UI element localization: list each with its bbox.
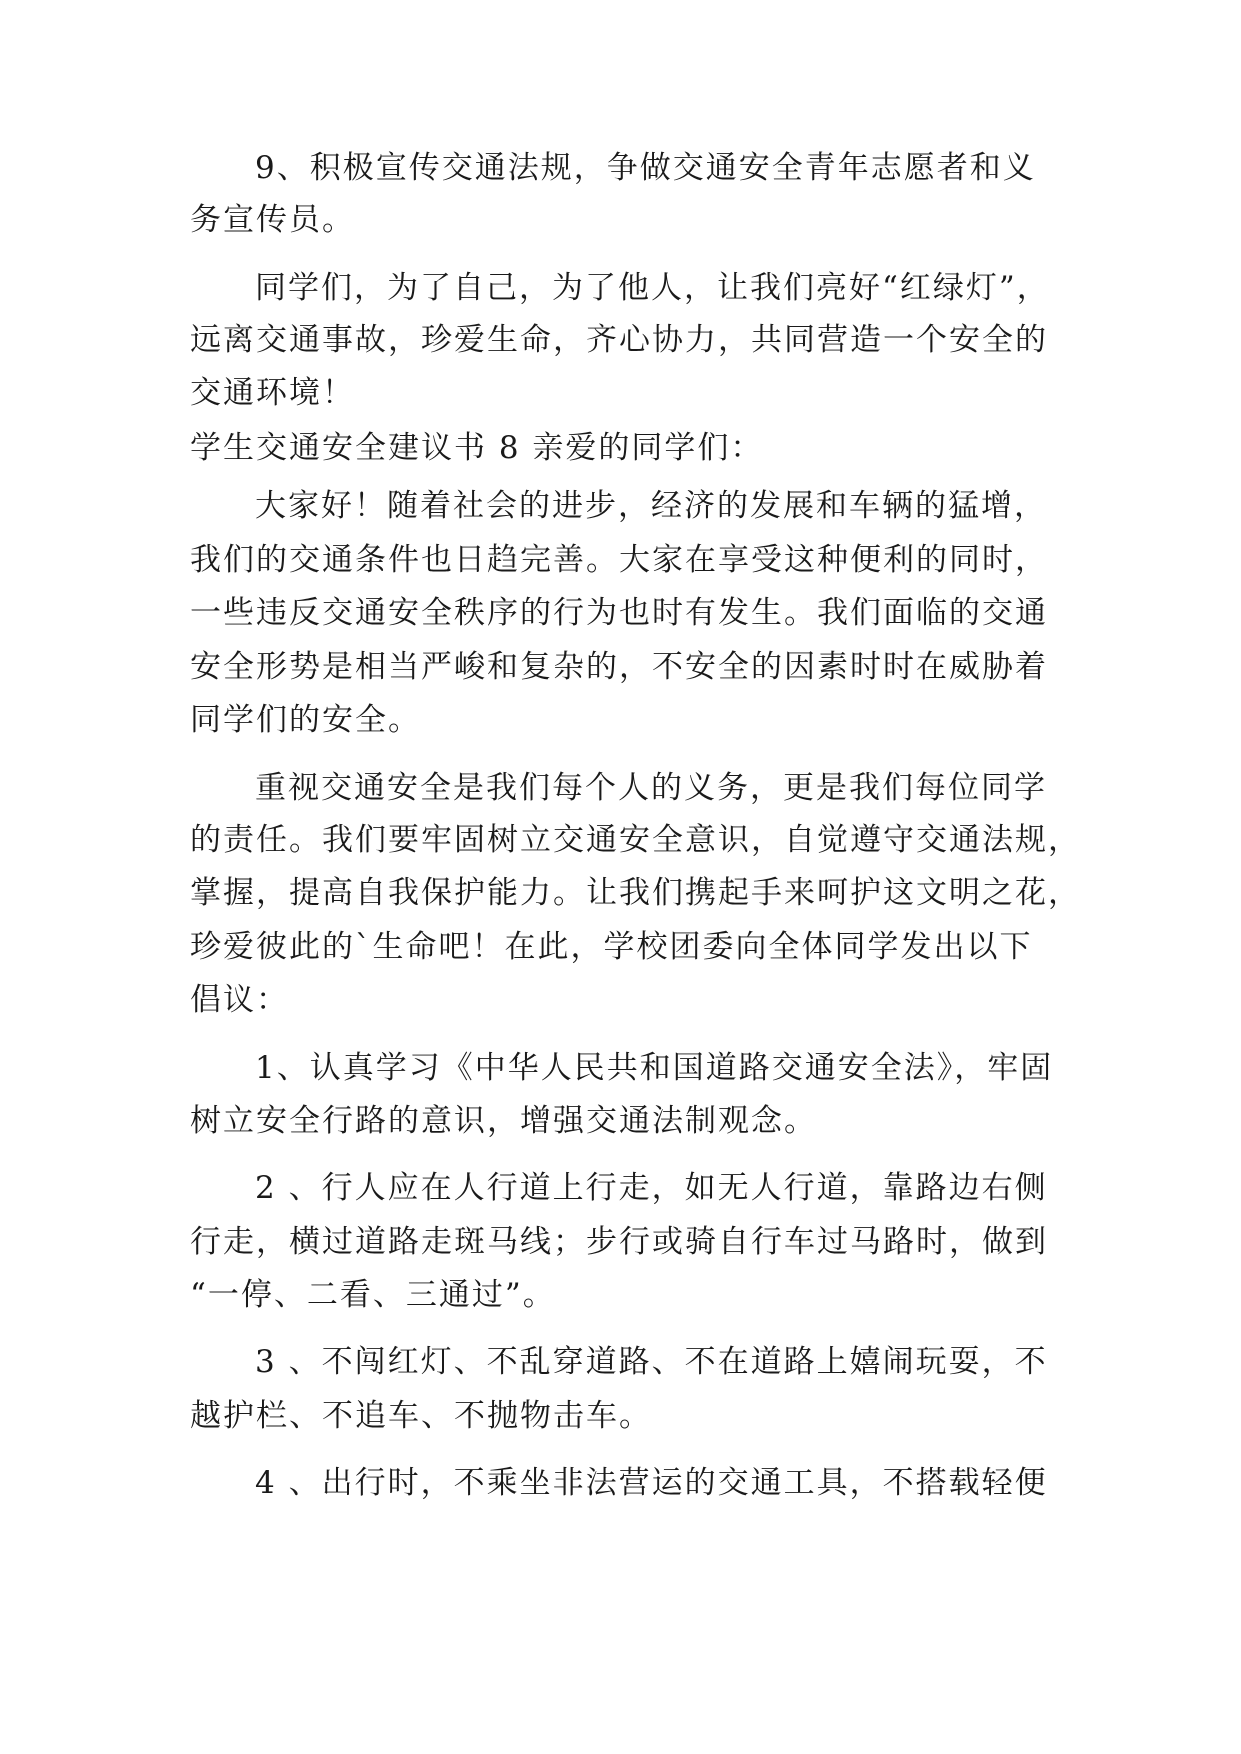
text-line: 远离交通事故，珍爱生命，齐心协力，共同营造一个安全的 — [190, 322, 1048, 358]
list-item: 3 、不闯红灯、不乱穿道路、不在道路上嬉闹玩耍，不 — [255, 1344, 1048, 1380]
text-line: 安全形势是相当严峻和复杂的，不安全的因素时时在威胁着 — [190, 649, 1048, 685]
text-line: 一些违反交通安全秩序的行为也时有发生。我们面临的交通 — [190, 595, 1048, 631]
list-item: 1、认真学习《中华人民共和国道路交通安全法》，牢固 — [255, 1050, 1054, 1086]
text-line: 大家好！随着社会的进步，经济的发展和车辆的猛增， — [255, 488, 1047, 524]
text-line: 越护栏、不追车、不抛物击车。 — [190, 1398, 652, 1434]
text-line: 9、积极宣传交通法规，争做交通安全青年志愿者和义 — [255, 150, 1036, 186]
text-line: “一停、二看、三通过”。 — [190, 1277, 556, 1313]
list-item: 4 、出行时，不乘坐非法营运的交通工具，不搭载轻便 — [255, 1465, 1048, 1501]
text-line: 我们的交通条件也日趋完善。大家在享受这种便利的同时， — [190, 542, 1048, 578]
list-item: 2 、行人应在人行道上行走，如无人行道，靠路边右侧 — [255, 1170, 1048, 1206]
text-line: 同学们的安全。 — [190, 702, 421, 738]
text-line: 树立安全行路的意识，增强交通法制观念。 — [190, 1103, 817, 1139]
text-line: 倡议： — [190, 982, 289, 1018]
text-line: 掌握，提高自我保护能力。让我们携起手来呵护这文明之花， — [190, 875, 1081, 911]
text-line: 行走，横过道路走斑马线；步行或骑自行车过马路时，做到 — [190, 1224, 1048, 1260]
text-line: 同学们，为了自己，为了他人，让我们亮好“红绿灯”， — [255, 270, 1050, 306]
section-heading: 学生交通安全建议书 8 亲爱的同学们： — [190, 430, 764, 466]
text-line: 珍爱彼此的`生命吧！在此，学校团委向全体同学发出以下 — [190, 929, 1033, 965]
text-line: 交通环境！ — [190, 375, 355, 411]
text-line: 务宣传员。 — [190, 202, 355, 238]
text-line: 的责任。我们要牢固树立交通安全意识，自觉遵守交通法规， — [190, 822, 1081, 858]
text-line: 重视交通安全是我们每个人的义务，更是我们每位同学 — [255, 770, 1047, 806]
